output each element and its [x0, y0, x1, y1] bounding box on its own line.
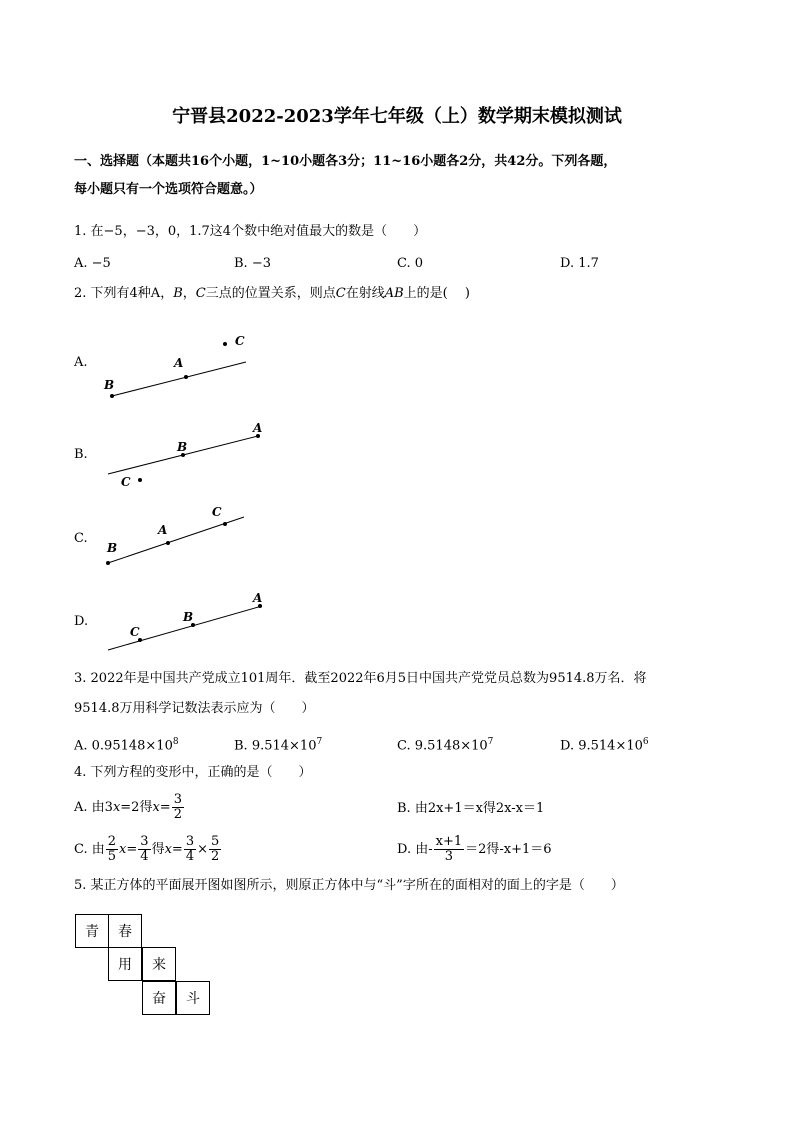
- fraction: $\frac{3}{4}$: [140, 834, 149, 864]
- point-a: [184, 375, 188, 379]
- q1-option-d: D. 1.7: [560, 256, 599, 271]
- q2-figure-b: [108, 421, 262, 489]
- q1-option-c: C. 0: [397, 256, 424, 271]
- q2-option-d-label: D.: [74, 614, 89, 629]
- section-heading-line1: 一、选择题（本题共16个小题，1~10小题各3分；11~16小题各2分，共42分。下列各题，: [74, 154, 617, 169]
- label-a: A: [253, 591, 263, 605]
- question-5-stem: 5. 某正方体的平面展开图如图所示，则原正方体中与“斗”字所在的面相对的面上的字是（ ）: [74, 878, 624, 893]
- net-cell: 春: [108, 914, 142, 948]
- q2-figure-d: [108, 591, 262, 650]
- label-c: C: [121, 475, 131, 489]
- label-b: B: [104, 378, 115, 392]
- net-cell: 奋: [142, 981, 176, 1015]
- q2-option-b-label: B.: [74, 447, 88, 462]
- label-b: B: [183, 610, 194, 624]
- net-cell: 用: [108, 947, 142, 981]
- q3-option-a: A. $0.95148\times 10^8$: [74, 737, 179, 754]
- net-cell: 来: [142, 947, 176, 981]
- question-3-stem-line1: 3. 2022年是中国共产党成立101周年．截至2022年6月5日中国共产党党员总数为9514.8万名．将: [74, 671, 647, 686]
- label-a: A: [158, 523, 168, 537]
- point-a: [166, 541, 170, 545]
- q4-option-d: D. 由- $\frac{x+1}{3}$ ＝2得-x+1＝6: [397, 834, 552, 864]
- q4-option-a: A. 由3x=2得x= $\frac{3}{2}$: [74, 792, 182, 822]
- fraction: $\frac{2}{5}$: [107, 834, 117, 864]
- net-cell: 青: [75, 914, 109, 948]
- point-b: [106, 561, 110, 565]
- q1-option-b: B. −3: [234, 256, 271, 271]
- fraction: $\frac{5}{2}$: [211, 834, 220, 864]
- question-3-stem-line2: 9514.8万用科学记数法表示应为（ ）: [74, 701, 315, 716]
- section-heading-line2: 每小题只有一个选项符合题意。）: [74, 182, 263, 197]
- question-2-stem: 2. 下列有4种A，B，C三点的位置关系，则点C在射线AB上的是( ): [74, 286, 470, 301]
- question-1-stem: 1. 在−5，−3，0，1.7这4个数中绝对值最大的数是（ ）: [74, 224, 427, 239]
- q1-option-a: A. −5: [74, 256, 111, 271]
- question-4-stem: 4. 下列方程的变形中，正确的是（ ）: [74, 765, 312, 780]
- label-c: C: [130, 625, 140, 639]
- fraction: $\frac{x+1}{3}$: [435, 834, 463, 864]
- point-c: [223, 522, 227, 526]
- q2-option-c-label: C.: [74, 531, 88, 546]
- page-title: 宁晋县2022-2023学年七年级（上）数学期末模拟测试: [172, 106, 622, 127]
- label-b: B: [177, 440, 188, 454]
- label-b: B: [107, 541, 118, 555]
- q3-option-c: C. $9.5148\times 10^7$: [397, 737, 494, 754]
- label-c: C: [212, 505, 222, 519]
- q4-option-b: B. 由2x+1＝x得2x-x＝1: [397, 801, 545, 816]
- fraction: $\frac{3}{2}$: [173, 792, 182, 822]
- q2-figure-a: [103, 334, 246, 398]
- net-cell: 斗: [176, 981, 210, 1015]
- label-c: C: [235, 334, 245, 348]
- point-b: [110, 394, 114, 398]
- fraction: $\frac{3}{4}$: [185, 834, 195, 864]
- q2-option-a-label: A.: [74, 355, 88, 370]
- q3-option-d: D. $9.514\times 10^6$: [560, 737, 649, 754]
- q3-option-b: B. $9.514\times 10^7$: [234, 737, 323, 754]
- q2-figure-c: [106, 505, 244, 565]
- label-a: A: [253, 421, 263, 435]
- label-a: A: [174, 356, 184, 370]
- q4-option-c: C. 由 $\frac{2}{5}$ x= $\frac{3}{4}$ 得x= $\frac{3}{4}$ × $\frac{5}{2}$: [74, 834, 220, 864]
- point-c: [223, 342, 227, 346]
- point-c: [138, 478, 142, 482]
